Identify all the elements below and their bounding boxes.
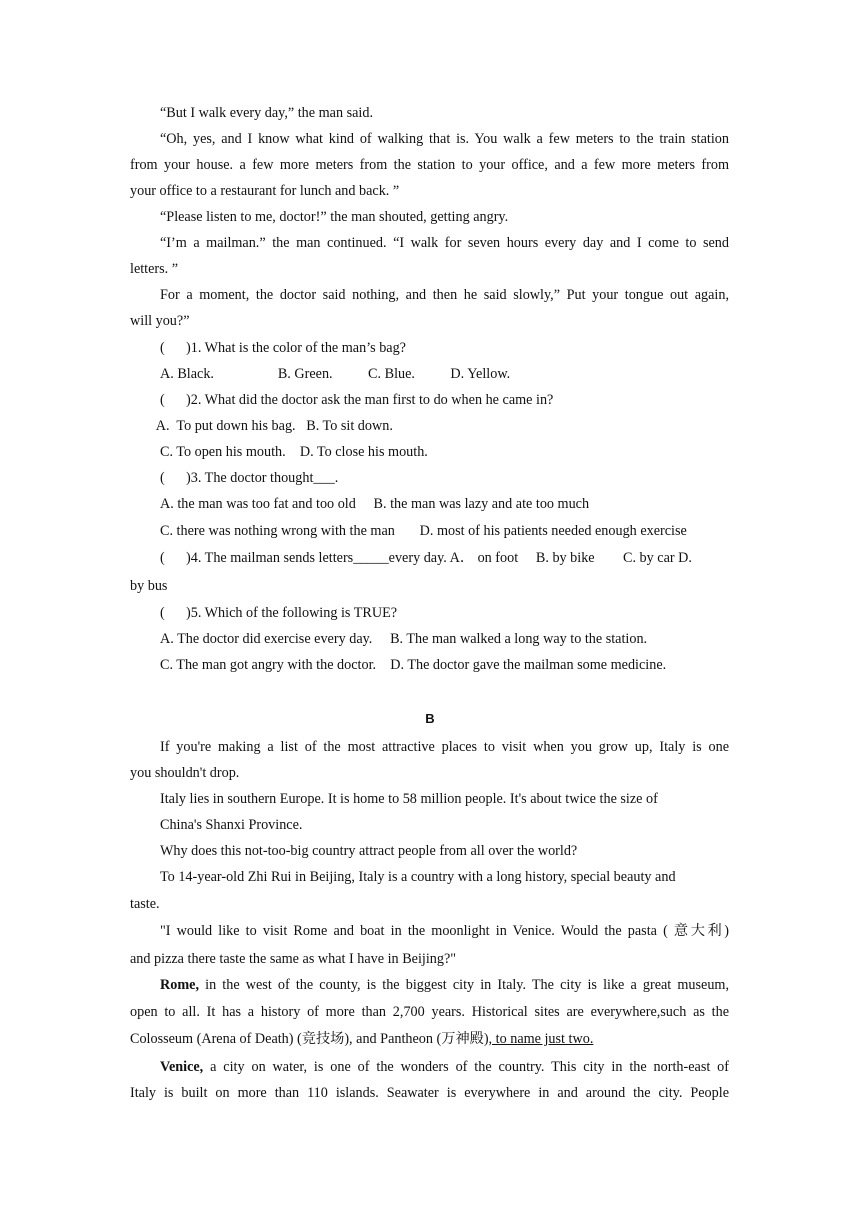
paragraph-line: If you're making a list of the most attractive places to visit when you grow up, Italy is one (160, 739, 729, 755)
paragraph-line: “Please listen to me, doctor!” the man shouted, getting angry. (160, 209, 509, 225)
question-3: ( )3. The doctor thought___. (160, 470, 339, 486)
section-heading: B (425, 711, 435, 726)
paragraph-line: and pizza there taste the same as what I have in Beijing?" (130, 951, 457, 967)
question-2-options: C. To open his mouth. D. To close his mouth. (160, 444, 428, 460)
paragraph-line: will you?” (130, 313, 190, 329)
question-1-options: A. Black. B. Green. C. Blue. D. Yellow. (160, 366, 511, 382)
paragraph-line: you shouldn't drop. (130, 765, 240, 781)
underlined-phrase: , to name just two. (488, 1031, 594, 1047)
question-1: ( )1. What is the color of the man’s bag? (160, 340, 406, 356)
city-name-venice: Venice, (160, 1059, 204, 1075)
paragraph-line: “Oh, yes, and I know what kind of walking that is. You walk a few meters to the train station (160, 131, 729, 147)
paragraph-line (130, 1029, 593, 1049)
question-2: ( )2. What did the doctor ask the man first to do when he came in? (160, 392, 554, 408)
paragraph-line: “I’m a mailman.” the man continued. “I walk for seven hours every day and I come to send (160, 235, 729, 251)
paragraph-line: To 14-year-old Zhi Rui in Beijing, Italy is a country with a long history, special beauty and (160, 869, 676, 885)
paragraph-line: Why does this not-too-big country attract people from all over the world? (160, 843, 578, 859)
question-3-options: C. there was nothing wrong with the man D. most of his patients needed enough exercise (160, 523, 687, 539)
paragraph-line: from your house. a few more meters from the station to your office, and a few more meters from (130, 157, 729, 173)
paragraph-line: China's Shanxi Province. (160, 817, 303, 833)
paragraph-text: a city on water, is one of the wonders of the country. This city in the north-east of (203, 1059, 729, 1075)
question-2-options: A. To put down his bag. B. To sit down. (153, 418, 393, 434)
city-name-rome: Rome, (160, 977, 200, 993)
question-5-options: C. The man got angry with the doctor. D. The doctor gave the mailman some medicine. (160, 657, 667, 673)
paragraph-line: “But I walk every day,” the man said. (160, 105, 373, 121)
question-3-options: A. the man was too fat and too old B. the man was lazy and ate too much (160, 496, 590, 512)
paragraph-line (160, 1057, 729, 1077)
paragraph-line: your office to a restaurant for lunch and back. ” (130, 183, 400, 199)
paragraph-line: letters. ” (130, 261, 179, 277)
paragraph-line: open to all. It has a history of more than 2,700 years. Historical sites are everywhere,such as the (130, 1004, 729, 1020)
paragraph-line: Italy is built on more than 110 islands. Seawater is everywhere in and around the city. People (130, 1085, 729, 1101)
paragraph-text: in the west of the county, is the biggest city in Italy. The city is like a great museum, (199, 977, 729, 993)
paragraph-line: For a moment, the doctor said nothing, and then he said slowly,” Put your tongue out again, (160, 287, 729, 303)
paragraph-line: Italy lies in southern Europe. It is home to 58 million people. It's about twice the size of (160, 791, 658, 807)
question-5: ( )5. Which of the following is TRUE? (160, 605, 398, 621)
paragraph-line (160, 975, 729, 995)
paragraph-text: Colosseum (Arena of Death) (竞技场), and Pantheon (万神殿) (130, 1031, 489, 1047)
question-5-options: A. The doctor did exercise every day. B. The man walked a long way to the station. (160, 631, 648, 647)
question-4: ( )4. The mailman sends letters_____every day. A． on foot B. by bike C. by car D. (160, 550, 692, 566)
question-4-continued: by bus (130, 578, 168, 594)
paragraph-line: taste. (130, 896, 160, 912)
paragraph-line: "I would like to visit Rome and boat in the moonlight in Venice. Would the pasta ( 意大利) (160, 923, 729, 939)
